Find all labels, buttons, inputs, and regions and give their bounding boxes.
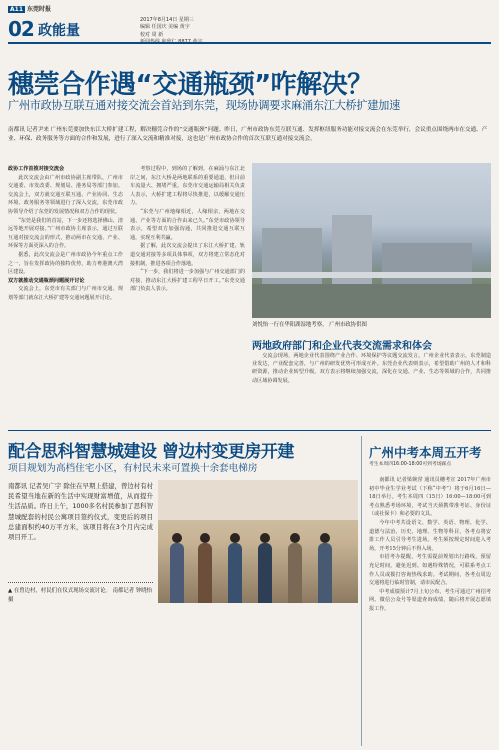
paragraph: 交流会上，东莞市有关部门与广州市交通、规划等部门就东江大桥扩建等交通问题展开讨论。 xyxy=(8,286,123,301)
photo-caption: 刘悦怡一行在华阳湖湿地考察。 广州市政协供图 xyxy=(252,322,367,328)
right-headline: 广州中考本周五开考 xyxy=(369,445,482,460)
news-photo-wetland xyxy=(252,163,491,318)
masthead xyxy=(8,4,51,13)
paragraph: 南都讯 记者梁婉滢 通讯员穗考宣 2017年广州市初中毕业生学业考试（下称“中考”）将于6月16日—18日举行。考生本周四（15日）16:00—18:00可到考点熟悉考场环境，考试当天须携带准考证、身份证（或社保卡）和必要的文具。 xyxy=(369,477,491,518)
masthead-page-code: A11 xyxy=(10,6,23,13)
paragraph: “下一步，我们将进一步加强与广州交通部门的对接，推动东江大桥扩建工程早日开工。”东莞交通部门负责人表示。 xyxy=(130,269,245,293)
news-photo-villagers xyxy=(158,480,358,603)
masthead-title: 东莞时报 xyxy=(27,6,52,13)
issue-editors: 编辑 任国庆 美编 黄宇 xyxy=(140,24,190,31)
mid-lead: 南都讯 记者吴广宇 除住在早期上搭建，曾边村有村民希望当地在新的生活中实现财富增值，从而提升生活品质。昨日上午，1000多名村民参加了思科智慧城配套的村民公寓项目签约仪式，变更后的项目总建面积约40万平方米，该项目将在3个月内完成项目开工。 xyxy=(8,482,153,542)
mid-headline: 配合思科智慧城建设 曾边村变更房开建 xyxy=(8,442,294,462)
mid-subheadline: 项目规划为高档住宅小区，有村民未来可置换十余套电梯房 xyxy=(8,463,258,474)
paragraph: 此次交流会由广州市政协副主席带队，广州市交通委、市发改委、规划局、港务局等部门参加。交流会上，双方就交通互联互通、产业协同、生态环境、政务服务等领域进行了深入交流，东莞市政协领导介绍了东莞的发展情况和双方合作的现状。 xyxy=(8,174,123,215)
top-story-column-2 xyxy=(130,165,245,294)
top-lead: 南都讯 记者尹来 广州东莞要加快东江大桥扩建工程，解决穗莞合作的“交通瓶颈”问题。昨日，广州市政协东莞互联互通、发挥枢纽服务功能对接交流会在东莞举行，会议重点围绕两市在交通、产业、环保、政务服务等方面的合作和发展，进行了深入交流和精准对接，这也是广州市政协合作的首次互联互通对接交流会。 xyxy=(8,127,488,142)
page-header xyxy=(8,4,491,44)
paragraph: 今年中考共设语文、数学、英语、物理、化学、道德与法治、历史、地理、生物等科目，各考点将安排工作人员引导考生进场。考生须按规定时间进入考场，开考15分钟后不得入场。 xyxy=(369,519,491,552)
column-subhead: 双方就推动交通瓶颈问题展开讨论 xyxy=(8,277,85,284)
paragraph: “东莞与广州地缘相近，人缘相亲，两地在交通、产业等方面的合作由来已久。”东莞市政协领导表示，希望双方加强沟通，共同推进交通互联互通，实现互利共赢。 xyxy=(130,208,245,241)
right-subheadline: 考生本周四16:00-18:00可到考场踩点 xyxy=(369,462,452,467)
header-rule xyxy=(8,42,491,44)
issue-date: 2017年8月14日 星期三 xyxy=(140,17,194,23)
section-divider xyxy=(8,430,491,431)
paragraph: 据悉，此次交流会是广州市政协今年重点工作之一，旨在发挥政协的独特优势，助力粤港澳大湾区建设。 xyxy=(8,251,123,276)
issue-proofreader: 校对 周 新 xyxy=(140,31,164,38)
right-story-text xyxy=(252,352,491,385)
paragraph: 市招考办提醒，考生需提前规划出行路线，预留充足时间，避免迟到。如遇特殊情况，可联系考点工作人员或拨打咨询热线求助。考试期间，各考点周边交通将进行临时管制，请市民配合。 xyxy=(369,554,491,587)
paragraph: 考察过程中，到场的了解到，在麻涌与东江北岸之间，东江大桥是两地联系的重要通道，但目前车流量大、拥堵严重。东莞市交通运输局相关负责人表示，大桥扩建工程将尽快推进，以缓解交通压力。 xyxy=(130,166,245,207)
column-subhead: 政协工作首推对接交流会 xyxy=(8,166,65,172)
column-divider xyxy=(361,436,362,746)
top-headline: 穗莞合作遇“交通瓶颈”咋解决？ xyxy=(8,70,373,100)
top-subheadline: 广州市政协互联互通对接交流会首站到东莞，现场协调要求麻涌东江大桥扩建加速 xyxy=(8,99,400,112)
page-number: 02 xyxy=(8,17,34,41)
caption-rule xyxy=(8,582,153,583)
right-story-column xyxy=(369,476,491,614)
photo-caption: ▲ 在曾边村，村民们在仪式现场交流讨论。 南都记者 钟晓怡 摄 xyxy=(8,588,153,603)
paragraph: 中考成绩预计7月上旬公布，考生可通过广州招考网、微信公众号等渠道查询成绩，随后将开展志愿填报工作。 xyxy=(369,588,491,612)
top-story-column-1 xyxy=(8,165,123,303)
paragraph: 据了解，此次交流会提出了东江大桥扩建、轨道交通对接等多项具体事项，双方将建立常态化对接机制，推进各项合作落地。 xyxy=(130,243,245,267)
paragraph: 交流会现场，两地企业代表围绕产业合作、环境保护等议题交流发言。广州企业代表表示，东莞制造业发达，产业配套完善，与广州的研发优势可形成互补。东莞企业代表则表示，希望借助广州的人才和科研资源，推动企业转型升级。双方表示将继续加强交流，深化在交通、产业、生态等领域的合作，共同推动区域协调发展。 xyxy=(252,353,491,384)
paragraph: “东莞是我们的首站，下一步还将选择佛山、清远等地开展对接。”广州市政协主席表示，通过互联互通对接交流会的形式，推动两市在交通、产业、环保等方面更深入的合作。 xyxy=(8,217,123,250)
section-title: 政能量 xyxy=(38,23,80,39)
section-subheadline: 两地政府部门和企业代表交流需求和体会 xyxy=(252,341,432,352)
